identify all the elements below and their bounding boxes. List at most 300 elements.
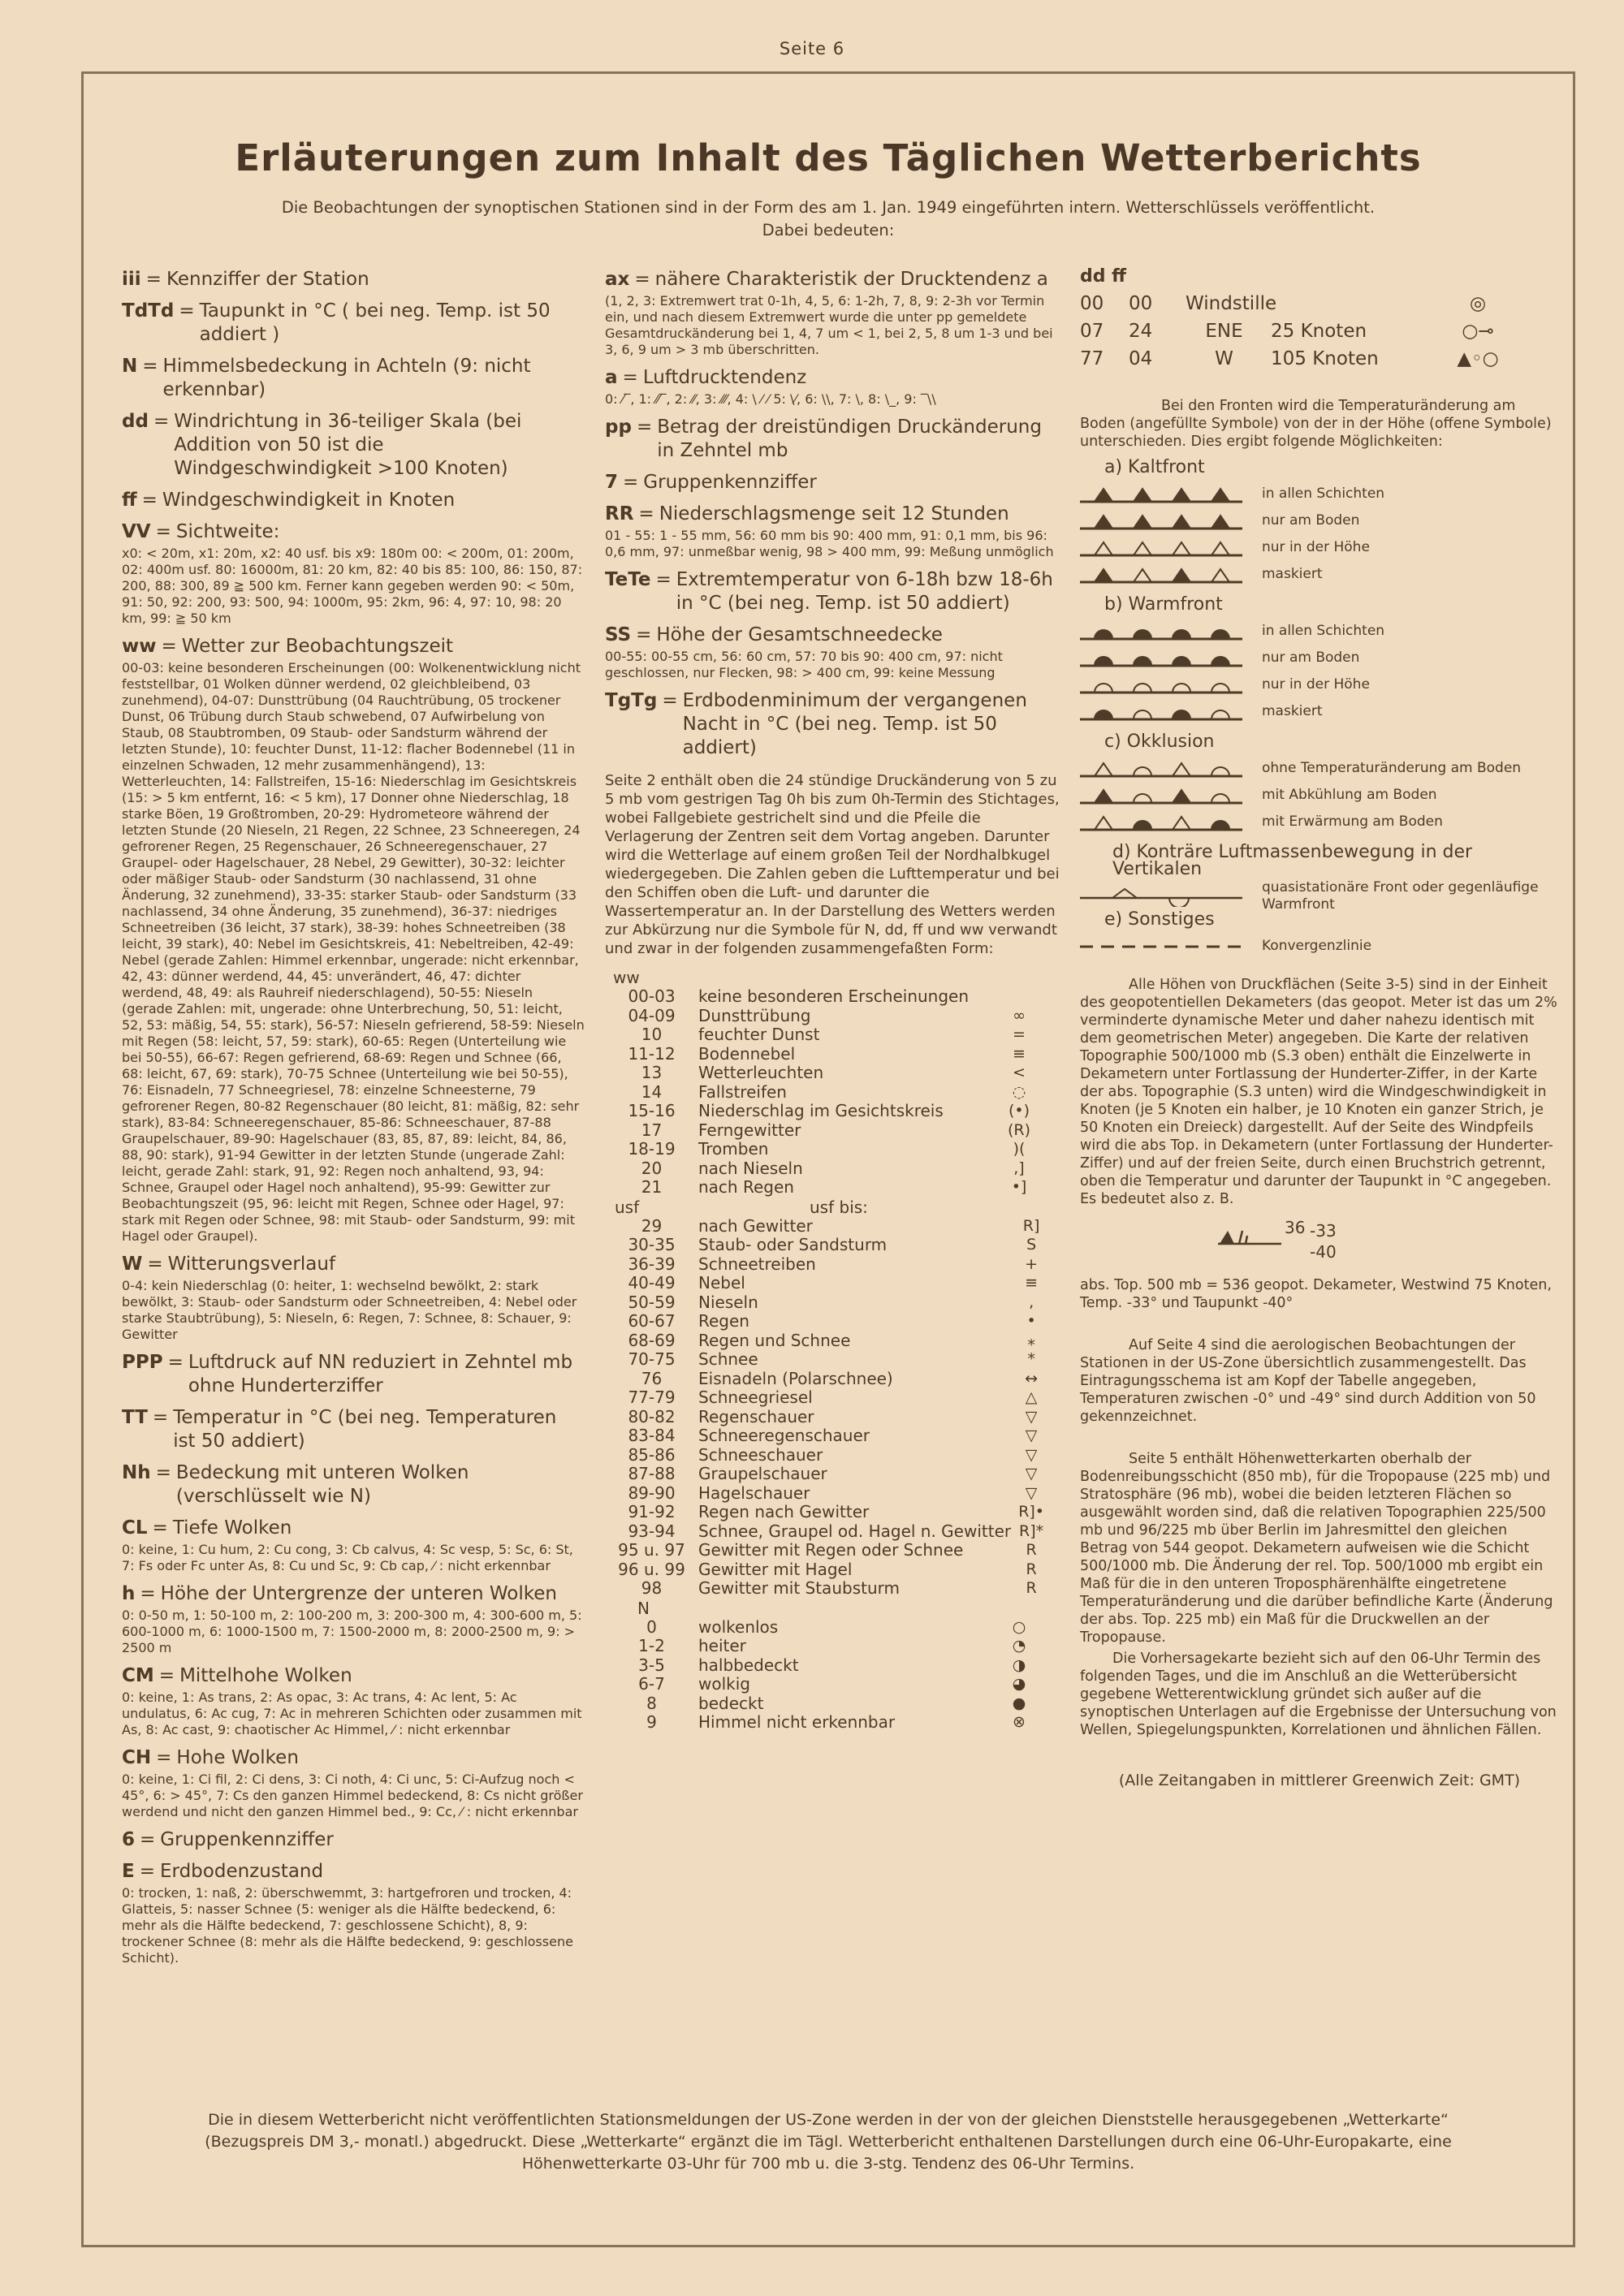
- code-row: [605, 1370, 1052, 1389]
- legend-detail: 0: keine, 1: Cu hum, 2: Cu cong, 3: Cb calvus, 4: Sc vesp, 5: Sc, 6: St, 7: Fs oder Fc unter As, 8: Cu und Sc, 9: Cb cap, ⁄ : nicht erkennbar: [122, 1542, 573, 1573]
- equals-sign: =: [634, 269, 650, 290]
- equals-sign: =: [623, 472, 639, 493]
- legend-entry-lead: [122, 635, 585, 658]
- weather-symbol-icon: )(: [1013, 1140, 1026, 1159]
- code-value: 91-92: [628, 1502, 676, 1522]
- front-label: mit Erwärmung am Boden: [1262, 814, 1443, 830]
- front-label: nur in der Höhe: [1262, 539, 1370, 555]
- legend-text: Höhe der Untergrenze der unteren Wolken: [160, 1583, 557, 1604]
- n-table: [605, 1618, 1039, 1733]
- legend-entry: [122, 1406, 585, 1453]
- code-description: wolkenlos: [698, 1616, 779, 1637]
- legend-key: W: [122, 1254, 143, 1275]
- legend-text: Gruppenkennziffer: [643, 472, 817, 493]
- legend-key: TeTe: [605, 569, 651, 590]
- ww-table-2: [605, 1217, 1052, 1599]
- code-row: [605, 1045, 1039, 1064]
- code-row: [605, 1178, 1039, 1198]
- code-value: 18-19: [628, 1139, 676, 1159]
- wind-barb-example-icon: [1218, 1226, 1283, 1250]
- equals-sign: =: [152, 1407, 169, 1428]
- wind-direction: W: [1215, 347, 1233, 369]
- equals-sign: =: [145, 269, 162, 290]
- legend-key: RR: [605, 503, 634, 524]
- legend-key: N: [122, 356, 138, 377]
- legend-text: Tiefe Wolken: [172, 1517, 292, 1539]
- legend-text: Windgeschwindigkeit in Knoten: [162, 490, 456, 511]
- seite5-paragraph: Seite 5 enthält Höhenwetterkarten oberhalb der Bodenreibungsschicht (850 mb), für die Tropopause (225 mb) und Stratosphäre (96 mb), wobei die beiden letzteren Flächen so ausgewählt worden sind, daß die relativen Topographien 225/500 mb und 96/225 mb über Berlin im Jahresmittel den gleichen Betrag von 544 geopot. Dekametern aufweisen wie die Schicht 500/1000 mb. Die Änderung der rel. Top. 500/1000 mb ergibt ein Maß für die in den unteren Troposphärenhälfte eingetretene Temperaturänderung und die darüber befindliche Karte (Änderung der abs. Top. 225 mb) ein Maß für die Druckwellen an der Tropopause.: [1080, 1451, 1553, 1646]
- legend-text: Windrichtung in 36-teiliger Skala (bei Addition von 50 ist die Windgeschwindigkeit >100 Knoten): [174, 411, 522, 479]
- front-row: [1080, 561, 1559, 588]
- legend-key: dd: [122, 411, 149, 432]
- legend-key: h: [122, 1583, 136, 1604]
- code-description: Schneeregenschauer: [698, 1426, 870, 1446]
- legend-entry: [122, 300, 585, 347]
- legend-text: Niederschlagsmenge seit 12 Stunden: [659, 503, 1009, 524]
- example-right: -33: [1310, 1221, 1337, 1241]
- front-marker: [1095, 657, 1112, 666]
- code-row: [605, 1007, 1039, 1026]
- example-bottom: -40: [1310, 1242, 1337, 1262]
- code-description: heiter: [698, 1636, 746, 1656]
- legend-entry-lead: [605, 471, 1064, 494]
- wind-description: [1186, 292, 1437, 314]
- legend-text: Gruppenkennziffer: [160, 1829, 334, 1850]
- legend-key: pp: [605, 416, 632, 438]
- code-value: 40-49: [628, 1273, 676, 1293]
- legend-detail: 0: trocken, 1: naß, 2: überschwemmt, 3: hartgefroren und trocken, 4: Glatteis, 5: nasser Schnee (5: weniger als die Hälfte bedeckend, 6: mehr als die Hälfte bedeckend, 7: geschlossene Schicht), 8, 9: trockener Schnee (8: mehr als die Hälfte bedeckend, 9: geschlossene Schicht).: [122, 1885, 573, 1966]
- front-marker: [1095, 817, 1112, 830]
- subtitle-line: Die Beobachtungen der synoptischen Stationen sind in der Form des am 1. Jan. 1949 eingeführten intern. Wetterschlüssels veröffentlicht.: [281, 198, 1376, 217]
- code-row: [605, 1159, 1039, 1179]
- code-description: bedeckt: [698, 1693, 764, 1713]
- wind-direction: ENE: [1205, 320, 1243, 342]
- wind-speed: 105 Knoten: [1271, 347, 1379, 369]
- legend-key: iii: [122, 269, 141, 290]
- code-row: [605, 1465, 1052, 1484]
- code-row: [605, 1618, 1039, 1638]
- code-value: 85-86: [628, 1444, 676, 1465]
- code-value: 96 u. 99: [618, 1559, 685, 1579]
- sonstiges-row: [1080, 933, 1559, 960]
- code-row: [605, 1388, 1052, 1408]
- ww-table-block: [605, 968, 1064, 1733]
- code-description: Bodennebel: [698, 1043, 796, 1064]
- equals-sign: =: [147, 1254, 163, 1275]
- code-description: Schnee: [698, 1349, 758, 1370]
- code-row: [605, 1426, 1052, 1446]
- legend-entry: [605, 268, 1064, 358]
- code-description: nach Regen: [698, 1177, 794, 1198]
- legend-entry-lead: [122, 1828, 585, 1852]
- code-row: [605, 1025, 1039, 1045]
- legend-entry-lead: [122, 1746, 585, 1770]
- warm-front-symbol: [1080, 621, 1242, 642]
- legend-entry-lead: [122, 1582, 585, 1606]
- legend-text: Temperatur in °C (bei neg. Temperaturen ist 50 addiert): [173, 1407, 557, 1452]
- front-marker: [1212, 657, 1229, 666]
- code-description: Regen: [698, 1311, 749, 1331]
- front-marker: [1134, 542, 1151, 555]
- code-description: feuchter Dunst: [698, 1025, 820, 1045]
- usf-bis-label: usf bis:: [810, 1197, 868, 1217]
- front-row: [1080, 755, 1559, 782]
- weather-symbol-icon: •: [1026, 1312, 1036, 1331]
- usf-label: usf: [615, 1197, 640, 1217]
- column-middle: [605, 268, 1064, 1733]
- example-top: 36: [1285, 1218, 1306, 1237]
- code-row: [605, 1293, 1052, 1313]
- legend-entry-lead: [122, 1860, 585, 1884]
- weather-symbol-icon: ◔: [1012, 1637, 1026, 1655]
- code-description: wolkig: [698, 1674, 750, 1694]
- weather-symbol-icon: ◑: [1012, 1655, 1026, 1674]
- front-marker: [1095, 542, 1112, 555]
- legend-key: 7: [605, 472, 619, 493]
- front-marker: [1173, 542, 1190, 555]
- code-description: Dunsttrübung: [698, 1005, 811, 1025]
- equals-sign: =: [662, 690, 678, 711]
- code-value: 80-82: [628, 1406, 676, 1426]
- code-row: [605, 1656, 1039, 1676]
- legend-entry: [605, 624, 1064, 681]
- seite2-paragraph: Seite 2 enthält oben die 24 stündige Druckänderung von 5 zu 5 mb vom gestrigen Tag 0h bis zum 0h-Termin des Stichtages, wobei Fallgebiete gestrichelt sind und die Pfeile die Verlagerung der Zentren seit dem Vortag angeben. Darunter wird die Wetterlage auf einem großen Teil der Nordhalbkugel wiedergegeben. Die Zahlen geben die Lufttemperatur und bei den Schiffen oben die Luft- und darunter die Wassertemperatur an. In der Darstellung des Wetters werden zur Abkürzung nur die Symbole für N, dd, ff und ww verwandt und zwar in der folgenden zusammengefaßten Form:: [605, 772, 1060, 957]
- weather-symbol-icon: ▽: [1025, 1407, 1038, 1426]
- equals-sign: =: [636, 624, 652, 645]
- front-row: [1080, 534, 1559, 561]
- front-label: mit Abkühlung am Boden: [1262, 787, 1437, 803]
- front-marker: [1212, 516, 1229, 529]
- code-row: [605, 1312, 1052, 1331]
- weather-symbol-icon: ,: [1029, 1293, 1034, 1311]
- weather-symbol-icon: ▽: [1025, 1445, 1038, 1464]
- legend-entry: [122, 1664, 585, 1738]
- code-value: 6-7: [638, 1674, 665, 1694]
- legend-text: Höhe der Gesamtschneedecke: [656, 624, 943, 645]
- front-marker: [1095, 684, 1112, 693]
- equals-sign: =: [636, 416, 653, 438]
- wind-row: [1080, 317, 1559, 345]
- code-description: Schnee, Graupel od. Hagel n. Gewitter: [698, 1521, 1012, 1541]
- legend-text: Sichtweite:: [175, 521, 280, 542]
- example-explanation: abs. Top. 500 mb = 536 geopot. Dekameter, Westwind 75 Knoten, Temp. -33° und Taupunkt -40°: [1080, 1277, 1552, 1311]
- wind-ff: 04: [1129, 347, 1153, 369]
- front-marker: [1173, 763, 1190, 776]
- front-marker: [1095, 569, 1112, 582]
- code-value: 93-94: [628, 1521, 676, 1541]
- code-row: [605, 1522, 1052, 1542]
- code-description: Wetterleuchten: [698, 1063, 824, 1083]
- legend-entry-lead: [122, 1664, 585, 1688]
- equals-sign: =: [152, 1517, 168, 1539]
- code-value: 83-84: [628, 1426, 676, 1446]
- front-label: maskiert: [1262, 566, 1323, 582]
- legend-key: CH: [122, 1747, 152, 1768]
- front-marker: [1095, 489, 1112, 502]
- kontraer-heading: d) Konträre Luftmassenbewegung in der Vertikalen: [1112, 842, 1473, 879]
- code-description: Nebel: [698, 1273, 745, 1293]
- seite4-paragraph: Auf Seite 4 sind die aerologischen Beobachtungen der Stationen in der US-Zone übersichtlich zusammengestellt. Das Eintragungsschema ist am Kopf der Tabelle angegeben, Temperaturen zwischen -0° und -49° sind durch Addition von 50 gekennzeichnet.: [1080, 1337, 1536, 1425]
- code-value: 11-12: [628, 1043, 676, 1064]
- legend-entry: [605, 471, 1064, 494]
- front-marker: [1212, 569, 1229, 582]
- front-row: [1080, 698, 1559, 725]
- code-value: 20: [641, 1158, 663, 1178]
- legend-key: TT: [122, 1407, 148, 1428]
- code-value: 13: [641, 1063, 663, 1083]
- footer-note: Die in diesem Wetterbericht nicht veröffentlichten Stationsmeldungen der US-Zone werden in der von der gleichen Dienststelle herausgegebenen „Wetterkarte“ (Bezugspreis DM 3,- monatl.) abgedruckt. Diese „Wetterkarte“ ergänzt die im Tägl. Wetterbericht enthaltenen Darstellungen durch eine 06-Uhr-Europakarte, eine Höhenwetterkarte 03-Uhr für 700 mb u. die 3-stg. Tendenz des 06-Uhr Termins.: [205, 2111, 1452, 2173]
- convergence-line-symbol: [1080, 936, 1242, 957]
- usf-row: [605, 1198, 1064, 1217]
- subtitle-line: Dabei bedeuten:: [762, 221, 895, 240]
- warm-front-symbol: [1080, 675, 1242, 696]
- code-row: [605, 1331, 1052, 1351]
- front-marker: [1095, 516, 1112, 529]
- front-marker: [1212, 684, 1229, 693]
- wind-ff: 24: [1129, 320, 1153, 342]
- legend-detail: 01 - 55: 1 - 55 mm, 56: 60 mm bis 90: 400 mm, 91: 0,1 mm, bis 96: 0,6 mm, 97: unmeßbar wenig, 98 > 400 mm, 99: Meßung unmöglich: [605, 528, 1054, 559]
- code-value: 3-5: [638, 1655, 665, 1675]
- legend-key: CL: [122, 1517, 148, 1539]
- legend-text: nähere Charakteristik der Drucktendenz a: [654, 269, 1048, 290]
- front-row: [1080, 782, 1559, 809]
- subtitle: [130, 196, 1527, 242]
- sonstiges-label: Konvergenzlinie: [1262, 938, 1372, 954]
- code-value: 89-90: [628, 1482, 676, 1503]
- code-row: [605, 1083, 1039, 1103]
- legend-key: E: [122, 1861, 135, 1882]
- legend-key: 6: [122, 1829, 136, 1850]
- code-row: [605, 1637, 1039, 1656]
- code-description: Regen nach Gewitter: [698, 1502, 870, 1522]
- weather-symbol-icon: [999, 987, 1039, 1007]
- front-marker: [1173, 684, 1190, 693]
- front-marker: [1134, 821, 1151, 830]
- equals-sign: =: [167, 1352, 184, 1373]
- okkl-front-symbol: [1080, 758, 1242, 779]
- legend-detail: x0: < 20m, x1: 20m, x2: 40 usf. bis x9: 180m 00: < 200m, 01: 200m, 02: 400m usf. 80: 16000m, 81: 20 km, 82: 40 bis 85: 100, 86: 150, 87: 200, 88: 300, 89 ≧ 500 km. Ferner kann gegeben werden 90: < 50m, 91: 50, 92: 200, 93: 500, 94: 1000m, 95: 2km, 96: 4, 97: 10, 98: 20 km, 99: ≧ 50 km: [122, 546, 583, 626]
- front-marker: [1134, 684, 1151, 693]
- code-row: [605, 1236, 1052, 1255]
- front-marker: [1134, 569, 1151, 582]
- gmt-note: (Alle Zeitangaben in mittlerer Greenwich Zeit: GMT): [1118, 1772, 1521, 1789]
- code-value: 04-09: [628, 1005, 676, 1025]
- kalt-front-symbol: [1080, 537, 1242, 559]
- legend-text: Taupunkt in °C ( bei neg. Temp. ist 50 addiert ): [199, 300, 551, 345]
- front-marker: [1173, 817, 1190, 830]
- weather-symbol-icon: +: [1025, 1254, 1039, 1273]
- weather-symbol-icon: •]: [1011, 1178, 1027, 1197]
- legend-detail: 0: keine, 1: Ci fil, 2: Ci dens, 3: Ci noth, 4: Ci unc, 5: Ci-Aufzug noch < 45°, 6: > 45°, 7: Cs den ganzen Himmel bedeckend, 8: Cs nicht größer werdend und nicht den ganzen Himmel bed., 9: Cc, ⁄ : nicht erkennbar: [122, 1772, 583, 1819]
- legend-entry-lead: [122, 1253, 585, 1276]
- equals-sign: =: [142, 356, 158, 377]
- code-description: Hagelschauer: [698, 1482, 810, 1503]
- legend-key: a: [605, 367, 618, 388]
- code-value: 98: [641, 1578, 663, 1599]
- front-marker: [1212, 821, 1229, 830]
- front-marker: [1212, 794, 1229, 803]
- column-left: [122, 268, 585, 1974]
- code-value: 60-67: [628, 1311, 676, 1331]
- weather-symbol-icon: ▽: [1025, 1426, 1038, 1445]
- legend-entry: [122, 1746, 585, 1820]
- quasistationary-front-symbol: [1080, 886, 1242, 907]
- legend-key: VV: [122, 521, 151, 542]
- weather-symbol-icon: ,]: [1013, 1159, 1025, 1177]
- okkl-front-symbol: [1080, 785, 1242, 806]
- front-marker: [1134, 657, 1151, 666]
- code-value: 36-39: [628, 1254, 676, 1274]
- front-marker: [1134, 710, 1151, 719]
- warmfront-list: [1080, 618, 1559, 725]
- code-value: 29: [641, 1215, 663, 1236]
- legend-entry-lead: [605, 689, 1064, 760]
- front-marker: [1173, 569, 1190, 582]
- wind-row: [1080, 345, 1559, 373]
- warmfront-heading: b) Warmfront: [1104, 594, 1223, 615]
- legend-entry: [122, 635, 585, 1245]
- weather-symbol-icon: R]*: [1019, 1521, 1044, 1540]
- weather-symbol-icon: ≡: [1025, 1274, 1039, 1293]
- legend-entry-lead: [605, 624, 1064, 647]
- equals-sign: =: [161, 636, 177, 657]
- front-row: [1080, 671, 1559, 698]
- legend-text: Himmelsbedeckung in Achteln (9: nicht erkennbar): [162, 356, 531, 400]
- front-marker: [1134, 794, 1151, 803]
- code-value: 77-79: [628, 1388, 676, 1408]
- warm-front-symbol: [1080, 648, 1242, 669]
- code-row: [605, 1274, 1052, 1293]
- wind-barb-icon: ○⊸: [1462, 320, 1494, 342]
- code-description: Ferngewitter: [698, 1120, 801, 1140]
- legend-entry-lead: [605, 568, 1064, 615]
- kontraer-label: quasistationäre Front oder gegenläufige Warmfront: [1262, 878, 1539, 913]
- wind-speed: 25 Knoten: [1271, 320, 1367, 342]
- front-marker: [1095, 710, 1112, 719]
- code-description: Graupelschauer: [698, 1464, 827, 1484]
- legend-entry: [605, 568, 1064, 615]
- legend-entry: [122, 268, 585, 291]
- code-description: Regen und Schnee: [698, 1330, 851, 1350]
- equals-sign: =: [140, 1583, 156, 1604]
- code-description: Nieseln: [698, 1292, 758, 1312]
- legend-key: TdTd: [122, 300, 175, 322]
- code-description: Schneeschauer: [698, 1444, 823, 1465]
- wind-row: [1080, 290, 1559, 317]
- weather-symbol-icon: R]•: [1018, 1503, 1045, 1521]
- code-row: [605, 1675, 1039, 1694]
- wind-ff: 00: [1129, 292, 1153, 314]
- legend-entry-lead: [122, 1517, 585, 1540]
- wind-description: [1186, 320, 1437, 342]
- legend-entry-lead: [605, 503, 1064, 526]
- front-marker: [1173, 790, 1190, 803]
- weather-symbol-icon: (R): [1007, 1120, 1031, 1139]
- legend-entry: [122, 1253, 585, 1343]
- code-row: [605, 1694, 1039, 1714]
- weather-symbol-icon: R]: [1022, 1216, 1040, 1235]
- page-title: Erläuterungen zum Inhalt des Täglichen Wetterberichts: [235, 136, 1422, 179]
- code-row: [605, 1121, 1039, 1141]
- equals-sign: =: [140, 1829, 156, 1850]
- code-description: nach Nieseln: [698, 1158, 803, 1178]
- weather-symbol-icon: ◌: [1012, 1082, 1026, 1101]
- code-value: 15-16: [628, 1101, 676, 1121]
- kontraer-row: [1080, 878, 1559, 913]
- legend-key: CM: [122, 1665, 154, 1686]
- ww-label: ww: [613, 968, 640, 987]
- equals-sign: =: [179, 300, 195, 322]
- weather-symbol-icon: ∞: [1013, 1006, 1026, 1025]
- legend-text: Luftdrucktendenz: [642, 367, 807, 388]
- wind-example: [1080, 1215, 1559, 1271]
- code-description: keine besonderen Erscheinungen: [698, 986, 970, 1007]
- legend-text: Mittelhohe Wolken: [179, 1665, 352, 1686]
- weather-symbol-icon: ▽: [1025, 1465, 1038, 1483]
- front-marker: [1212, 489, 1229, 502]
- code-value: 70-75: [628, 1349, 676, 1370]
- code-row: [605, 1541, 1052, 1560]
- legend-entry-lead: [122, 410, 585, 481]
- legend-key: Nh: [122, 1462, 151, 1483]
- code-row: [605, 1350, 1052, 1370]
- front-marker: [1095, 790, 1112, 803]
- code-description: nach Gewitter: [698, 1215, 813, 1236]
- legend-detail: 00-03: keine besonderen Erscheinungen (00: Wolkenentwicklung nicht feststellbar, 01 Wolken dünner werdend, 02 gleichbleibend, 03 zunehmend), 04-07: Dunsttrübung (04 Rauchtrübung, 05 trockener Dunst, 06 Trübung durch Staub schwebend, 07 Aufwirbelung von Staub, 08 Staubtromben, 09 Staub- oder Sandsturm während der letzten Stunde), 10: feuchter Dunst, 11-12: flacher Bodennebel (11 in einzelnen Schwaden, 12 mehr zusammenhängend), 13: Wetterleuchten, 14: Fallstreifen, 15-16: Niederschlag im Gesichtskreis (15: > 5 km entfernt, 16: < 5 km), 17 Donner ohne Niederschlag, 18 starke Böen, 19 Großtromben, 20-29: Hydrometeore während der letzten Stunde (20 Nieseln, 21 Regen, 22 Schnee, 23 Schneeregen, 24 gefrorener Regen, 25 Regenschauer, 26 Schneeregenschauer, 27 Graupel- oder Hagelschauer, 28 Nebel, 29 Gewitter), 30-32: leichter oder mäßiger Staub- oder Sandsturm (30 nachlassend, 31 ohne Änderung, 32 zunehmend), 33-35: starker Staub- oder Sandsturm (33 nachlassend, 34 ohne Änderung, 35 zunehmend), 36-37: niedriges Schneetreiben (36 leicht, 37 stark), 38-39: hohes Schneetreiben (38 leicht, 39 stark), 40: Nebel im Gesichtskreis, 41: Nebeltreiben, 42-49: Nebel (gerade Zahlen: Himmel erkennbar, ungerade: nicht erkennbar, 42, 43: dünner werdend, 44, 45: unverändert, 46, 47: dichter werdend, 48, 49: als Rauhreif niederschlagend), 50-55: Nieseln (gerade Zahlen: mit, ungerade: ohne Unterbrechung, 50, 51: leicht, 52, 53: mäßig, 54, 55: stark), 56-57: Nieseln gefrierend, 58-59: Nieseln mit Regen (58: leicht, 57, 59: stark), 60-65: Regen (Unterteilung wie bei 50-55), 66-67: Regen gefrierend, 68-69: Regen und Schnee (66, 68: leicht, 67, 69: stark), 70-75 Schnee (Unterteilung wie bei 50-55), 76: Eisnadeln, 77 Schneegriesel, 78: einzelne Schneesterne, 79 gefrorener Regen, 80-82 Regenschauer (80 leicht, 81: mäßig, 82: sehr stark), 83-84: Schneeregenschauer, 85-86: Schneeschauer, 87-88 Graupelschauer, 89-90: Hagelschauer (83, 85, 87, 89: leicht, 84, 86, 88, 90: stark), 91-94 Gewitter in der letzten Stunde (ungerade Zahl: leicht, gerade Zahl: stark, 91, 92: Regen noch anhaltend, 93, 94: Schnee, Graupel oder Hagel noch anhaltend), 95-99: Gewitter zur Beobachtungszeit (95, 96: leicht mit Regen, Schnee oder Hagel, 97: stark mit Regen oder Schnee, 98: mit Staub- oder Sandsturm, 99: mit Hagel oder Graupel).: [122, 660, 585, 1244]
- sonstiges-heading: e) Sonstiges: [1104, 909, 1215, 930]
- ddff-header: dd ff: [1080, 266, 1126, 287]
- okklusion-list: [1080, 755, 1559, 835]
- legend-detail: 00-55: 00-55 cm, 56: 60 cm, 57: 70 bis 90: 400 cm, 97: nicht geschlossen, nur Flecken, 98: > 400 cm, 99: keine Messung: [605, 649, 1003, 680]
- front-marker: [1095, 763, 1112, 776]
- okkl-front-symbol: [1080, 812, 1242, 833]
- code-value: 10: [641, 1025, 663, 1045]
- code-row: [605, 987, 1039, 1007]
- code-description: Himmel nicht erkennbar: [698, 1712, 896, 1733]
- weather-symbol-icon: R: [1026, 1560, 1037, 1578]
- warm-front-symbol: [1080, 701, 1242, 723]
- legend-text: Hohe Wolken: [176, 1747, 299, 1768]
- code-row: [605, 1484, 1052, 1504]
- weather-symbol-icon: ●: [1012, 1694, 1026, 1712]
- code-value: 76: [641, 1368, 663, 1388]
- code-description: Regenschauer: [698, 1406, 814, 1426]
- legend-key: TgTg: [605, 690, 658, 711]
- front-row: [1080, 507, 1559, 534]
- wind-description: [1186, 347, 1437, 369]
- equals-sign: =: [156, 1747, 172, 1768]
- legend-entry: [122, 1351, 585, 1398]
- code-description: Gewitter mit Hagel: [698, 1559, 853, 1579]
- weather-symbol-icon: ⁎: [1027, 1331, 1035, 1349]
- weather-symbol-icon: R: [1026, 1541, 1037, 1560]
- legend-text: Erdbodenzustand: [160, 1861, 324, 1882]
- legend-text: Erdbodenminimum der vergangenen Nacht in °C (bei neg. Temp. ist 50 addiert): [682, 690, 1027, 758]
- front-marker: [1134, 489, 1151, 502]
- front-label: ohne Temperaturänderung am Boden: [1262, 760, 1522, 776]
- legend-entry-lead: [122, 355, 585, 402]
- front-marker: [1212, 767, 1229, 776]
- weather-symbol-icon: =: [1013, 1025, 1026, 1044]
- legend-detail: (1, 2, 3: Extremwert trat 0-1h, 4, 5, 6: 1-2h, 7, 8, 9: 2-3h vor Termin ein, und nach diesem Extremwert wurde die unter pp gemeldete Gesamtdruckänderung bei 1, 4, 7 um < 1, bei 2, 5, 8 um 1-3 und bei 3, 6, 9 um > 3 mb überschritten.: [605, 293, 1053, 357]
- legend-entry: [122, 1582, 585, 1656]
- legend-key: ax: [605, 269, 630, 290]
- front-marker: [1173, 710, 1190, 719]
- equals-sign: =: [139, 1861, 155, 1882]
- legend-detail: 0: ⁄‾, 1: ⁄⁄‾, 2: ⁄⁄, 3: ⁄⁄⁄, 4: \ ⁄ ⁄ 5: \⁄, 6: \\, 7: \, 8: \_, 9: ‾\\: [605, 391, 936, 407]
- front-row: [1080, 645, 1559, 671]
- legend-entry: [605, 503, 1064, 560]
